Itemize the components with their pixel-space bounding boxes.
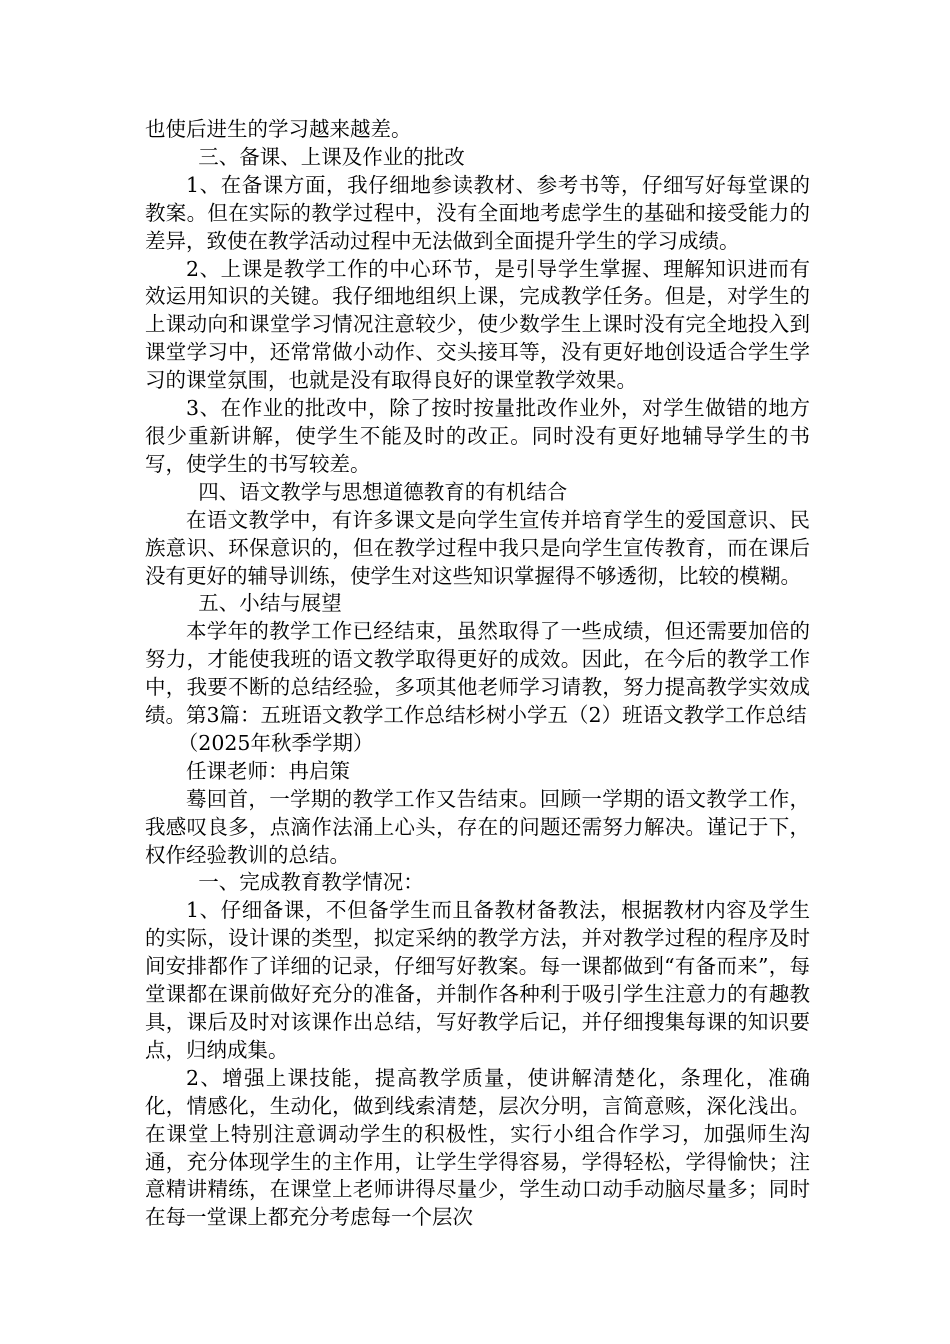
paragraph: 2、增强上课技能，提高教学质量，使讲解清楚化，条理化，准确化，情感化，生动化，做到线索清楚，层次分明，言简意赅，深化浅出。在课堂上特别注意调动学生的积极性，实行小组合作学习，加强师生沟通，充分体现学生的主作用，让学生学得容易，学得轻松，学得愉快；注意精讲精练，在课堂上老师讲得尽量少，学生动口动手动脑尽量多；同时在每一堂课上都充分考虑每一个层次 (145, 1065, 810, 1230)
section-heading: 四、语文教学与思想道德教育的有机结合 (198, 479, 568, 504)
section-heading: 三、备课、上课及作业的批改 (198, 144, 465, 169)
paragraph: 1、仔细备课，不但备学生而且备教材备教法，根据教材内容及学生的实际，设计课的类型，拟定采纳的教学方法，并对教学过程的程序及时间安排都作了详细的记录，仔细写好教案。每一课都做到“有备而来”，每堂课都在课前做好充分的准备，并制作各种利于吸引学生注意力的有趣教具，课后及时对该课作出总结，写好教学后记，并仔细搜集每课的知识要点，归纳成集。 (145, 898, 810, 1062)
document-body (145, 116, 810, 1232)
teacher-line: 任课老师：冉启策 (186, 758, 350, 783)
paragraph: 也使后进生的学习越来越差。 (145, 117, 412, 141)
paragraph: 在语文教学中，有许多课文是向学生宣传并培育学生的爱国意识、民族意识、环保意识的，但在教学过程中我只是向学生宣传教育，而在课后没有更好的辅导训练，使学生对这些知识掌握得不够透彻，比较的模糊。 (145, 507, 810, 588)
paragraph: 蓦回首，一学期的教学工作又告结束。回顾一学期的语文教学工作，我感叹良多，点滴作法涌上心头，存在的问题还需努力解决。谨记于下，权作经验教训的总结。 (145, 786, 810, 867)
paragraph: 3、在作业的批改中，除了按时按量批改作业外，对学生做错的地方很少重新讲解，使学生不能及时的改正。同时没有更好地辅导学生的书写，使学生的书写较差。 (145, 396, 810, 476)
paragraph: 1、在备课方面，我仔细地参读教材、参考书等，仔细写好每堂课的教案。但在实际的教学过程中，没有全面地考虑学生的基础和接受能力的差异，致使在教学活动过程中无法做到全面提升学生的学习成绩。 (145, 172, 810, 253)
paragraph: 2、上课是教学工作的中心环节，是引导学生掌握、理解知识进而有效运用知识的关键。我仔细地组织上课，完成教学任务。但是，对学生的上课动向和课堂学习情况注意较少，使少数学生上课时没有完全地投入到课堂学习中，还常常做小动作、交头接耳等，没有更好地创设适合学生学习的课堂氛围，也就是没有取得良好的课堂教学效果。 (145, 256, 810, 393)
paragraph: 本学年的教学工作已经结束，虽然取得了一些成绩，但还需要加倍的努力，才能使我班的语文教学取得更好的成效。因此，在今后的教学工作中，我要不断的总结经验，多项其他老师学习请教，努力提高教学实效成绩。第3篇：五班语文教学工作总结杉树小学五（2）班语文教学工作总结 (145, 619, 810, 728)
section-heading: 一、完成教育教学情况： (198, 870, 424, 895)
term-line: （2025年秋季学期） (177, 730, 374, 755)
section-heading: 五、小结与展望 (198, 591, 342, 616)
